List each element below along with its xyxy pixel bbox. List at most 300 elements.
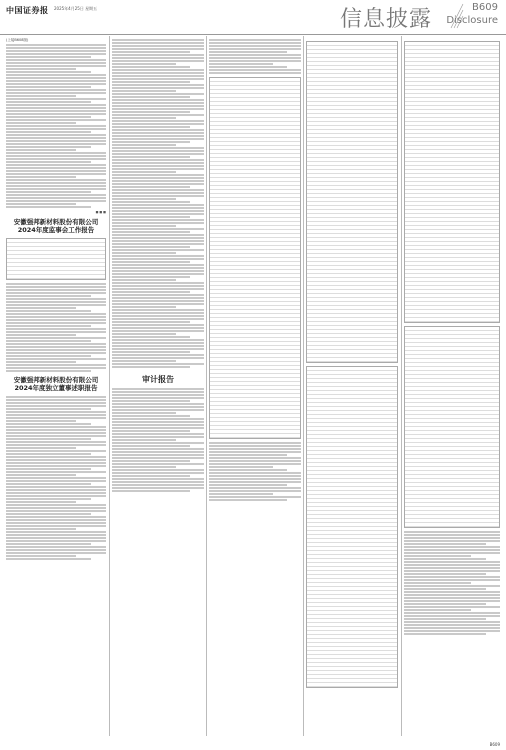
text-line xyxy=(6,164,106,166)
text-line xyxy=(112,195,204,197)
text-line xyxy=(112,222,204,224)
text-line xyxy=(112,427,204,429)
text-line xyxy=(6,286,106,288)
text-line xyxy=(6,206,91,208)
text-line xyxy=(6,125,106,127)
text-line xyxy=(6,507,106,509)
text-line xyxy=(112,327,204,329)
text-line xyxy=(6,510,106,512)
text-line xyxy=(404,561,500,563)
column-divider xyxy=(401,36,402,736)
text-line xyxy=(6,173,106,175)
text-line xyxy=(6,325,91,327)
text-line xyxy=(112,189,204,191)
text-line xyxy=(6,44,106,46)
text-line xyxy=(6,462,106,464)
text-line xyxy=(404,537,500,539)
text-line xyxy=(112,129,204,131)
text-line xyxy=(112,412,176,414)
text-line xyxy=(6,459,106,461)
text-line xyxy=(112,309,204,311)
text-line xyxy=(6,465,106,467)
text-line xyxy=(6,432,106,434)
text-line xyxy=(209,478,301,480)
financial-table xyxy=(306,41,398,363)
text-line xyxy=(6,468,91,470)
text-line xyxy=(209,472,301,474)
text-line xyxy=(112,273,204,275)
text-line xyxy=(6,194,106,196)
text-line xyxy=(209,475,301,477)
text-line xyxy=(112,391,204,393)
text-line xyxy=(112,400,190,402)
text-line xyxy=(209,466,273,468)
text-line xyxy=(112,255,204,257)
page-header xyxy=(0,0,506,35)
text-line xyxy=(404,624,500,626)
text-block xyxy=(6,44,106,208)
text-line xyxy=(6,304,106,306)
text-line xyxy=(404,633,486,635)
text-line xyxy=(209,451,301,453)
text-line xyxy=(112,445,190,447)
text-line xyxy=(6,531,106,533)
text-line xyxy=(6,289,106,291)
text-line xyxy=(112,237,204,239)
text-line xyxy=(112,84,204,86)
text-line xyxy=(6,116,91,118)
text-line xyxy=(6,456,106,458)
text-line xyxy=(6,483,91,485)
text-line xyxy=(209,445,301,447)
text-line xyxy=(6,307,76,309)
text-line xyxy=(404,549,500,551)
text-line xyxy=(112,114,204,116)
text-line xyxy=(6,143,106,145)
text-line xyxy=(112,394,204,396)
text-line xyxy=(404,582,471,584)
text-line xyxy=(6,399,106,401)
text-line xyxy=(209,442,301,444)
text-line xyxy=(209,469,287,471)
text-line xyxy=(6,107,106,109)
text-line xyxy=(6,495,106,497)
text-line xyxy=(112,397,204,399)
text-line xyxy=(6,543,91,545)
text-block xyxy=(112,39,204,368)
text-line xyxy=(6,534,106,536)
text-line xyxy=(112,300,204,302)
text-line xyxy=(209,60,301,62)
text-line xyxy=(112,207,204,209)
financial-table xyxy=(209,77,301,439)
text-line xyxy=(112,487,204,489)
text-line xyxy=(112,180,204,182)
financial-table xyxy=(306,366,398,688)
table-row xyxy=(307,683,397,687)
text-line xyxy=(112,409,204,411)
text-line xyxy=(112,267,204,269)
text-line xyxy=(112,285,204,287)
text-line xyxy=(112,225,176,227)
text-line xyxy=(6,298,106,300)
text-line xyxy=(209,45,301,47)
text-line xyxy=(112,439,176,441)
text-line xyxy=(6,441,106,443)
text-line xyxy=(112,105,204,107)
text-line xyxy=(6,549,106,551)
text-line xyxy=(112,336,190,338)
text-line xyxy=(404,591,500,593)
text-line xyxy=(6,349,106,351)
text-line xyxy=(6,200,106,202)
text-line xyxy=(112,324,204,326)
text-line xyxy=(112,108,204,110)
page-footer xyxy=(0,742,506,750)
table-row xyxy=(405,523,499,527)
text-line xyxy=(404,576,500,578)
text-line xyxy=(112,294,204,296)
text-line xyxy=(209,454,287,456)
text-line xyxy=(112,354,204,356)
text-line xyxy=(404,612,500,614)
column-1 xyxy=(6,38,106,561)
text-line xyxy=(6,128,106,130)
text-line xyxy=(6,474,76,476)
text-line xyxy=(6,113,106,115)
text-line xyxy=(6,176,76,178)
text-line xyxy=(404,564,500,566)
page-number: B609 xyxy=(472,2,498,13)
text-line xyxy=(112,475,190,477)
text-line xyxy=(6,558,91,560)
text-line xyxy=(6,450,106,452)
text-line xyxy=(6,197,106,199)
text-line xyxy=(6,65,106,67)
text-line xyxy=(112,478,204,480)
text-line xyxy=(209,66,287,68)
text-line xyxy=(404,534,500,536)
text-line xyxy=(112,415,190,417)
text-line xyxy=(6,89,106,91)
text-line xyxy=(112,39,204,41)
text-line xyxy=(112,102,204,104)
text-line xyxy=(209,487,301,489)
text-line xyxy=(6,146,91,148)
text-line xyxy=(6,119,106,121)
text-line xyxy=(6,104,106,106)
text-line xyxy=(6,364,106,366)
text-line xyxy=(112,201,190,203)
text-line xyxy=(6,340,91,342)
text-line xyxy=(404,531,500,533)
notice1-title: 安徽强邦新材料股份有限公司 2024年度监事会工作报告 xyxy=(13,218,99,234)
text-line xyxy=(112,406,204,408)
text-line xyxy=(6,477,106,479)
text-line xyxy=(112,135,204,137)
audit-report-title: 审计报告 xyxy=(142,375,174,384)
text-line xyxy=(112,63,176,65)
text-line xyxy=(112,330,204,332)
text-block xyxy=(209,442,301,501)
column-2 xyxy=(112,38,204,493)
text-line xyxy=(209,460,301,462)
text-line xyxy=(209,57,301,59)
text-line xyxy=(6,328,106,330)
text-line xyxy=(6,322,106,324)
text-line xyxy=(6,188,106,190)
text-line xyxy=(112,363,204,365)
text-line xyxy=(112,111,190,113)
continuation-label: (上接B608版) xyxy=(6,38,29,42)
text-line xyxy=(209,42,301,44)
text-line xyxy=(6,346,106,348)
text-line xyxy=(112,123,204,125)
text-line xyxy=(112,315,204,317)
text-line xyxy=(209,457,301,459)
text-line xyxy=(112,430,190,432)
text-line xyxy=(112,481,204,483)
text-line xyxy=(112,144,176,146)
text-line xyxy=(404,609,471,611)
text-line xyxy=(404,585,500,587)
text-line xyxy=(112,264,204,266)
text-block xyxy=(404,531,500,635)
text-line xyxy=(6,405,106,407)
text-line xyxy=(6,295,91,297)
text-line xyxy=(404,618,486,620)
text-line xyxy=(112,276,190,278)
text-line xyxy=(112,72,204,74)
text-line xyxy=(6,53,106,55)
text-line xyxy=(209,493,273,495)
text-line xyxy=(6,337,106,339)
text-line xyxy=(6,137,106,139)
text-line xyxy=(112,454,204,456)
text-line xyxy=(6,492,106,494)
text-line xyxy=(112,472,204,474)
text-line xyxy=(6,358,106,360)
text-line xyxy=(112,388,204,390)
text-line xyxy=(6,98,106,100)
text-line xyxy=(404,606,500,608)
text-line xyxy=(112,418,204,420)
text-line xyxy=(112,48,204,50)
text-line xyxy=(112,216,190,218)
text-line xyxy=(6,444,106,446)
text-line xyxy=(6,355,91,357)
text-line xyxy=(112,460,190,462)
text-line xyxy=(6,343,106,345)
text-line xyxy=(112,204,204,206)
text-line xyxy=(112,54,204,56)
text-line xyxy=(6,319,106,321)
text-line xyxy=(112,42,204,44)
text-line xyxy=(6,74,106,76)
text-line xyxy=(404,627,500,629)
text-line xyxy=(209,463,301,465)
text-line xyxy=(6,167,106,169)
column-5 xyxy=(404,38,500,636)
text-line xyxy=(112,87,204,89)
text-line xyxy=(6,411,106,413)
text-line xyxy=(6,71,91,73)
text-line xyxy=(6,158,106,160)
text-line xyxy=(6,513,91,515)
text-line xyxy=(6,480,106,482)
text-line xyxy=(404,567,500,569)
text-line xyxy=(404,621,500,623)
text-line xyxy=(112,159,204,161)
text-line xyxy=(6,179,106,181)
text-block xyxy=(112,388,204,492)
text-line xyxy=(112,78,204,80)
text-line xyxy=(209,51,287,53)
text-line xyxy=(112,210,204,212)
text-line xyxy=(112,51,190,53)
text-line xyxy=(112,243,204,245)
text-line xyxy=(112,345,204,347)
text-line xyxy=(112,171,176,173)
text-block xyxy=(6,283,106,372)
table-row xyxy=(307,358,397,362)
text-line xyxy=(112,306,176,308)
text-line xyxy=(112,403,204,405)
text-line xyxy=(112,421,204,423)
text-line xyxy=(209,69,301,71)
text-line xyxy=(112,228,204,230)
text-line xyxy=(209,499,287,501)
text-line xyxy=(209,484,287,486)
text-line xyxy=(112,246,190,248)
text-line xyxy=(6,182,106,184)
text-line xyxy=(404,570,500,572)
text-line xyxy=(404,594,500,596)
text-line xyxy=(209,54,301,56)
text-line xyxy=(112,303,204,305)
text-line xyxy=(6,149,76,151)
text-line xyxy=(6,292,106,294)
text-line xyxy=(6,546,106,548)
text-line xyxy=(6,498,91,500)
text-line xyxy=(112,156,190,158)
text-line xyxy=(112,279,176,281)
text-line xyxy=(112,291,190,293)
text-line xyxy=(6,316,106,318)
text-line xyxy=(6,59,106,61)
text-line xyxy=(112,312,204,314)
text-line xyxy=(112,366,190,368)
text-line xyxy=(6,110,106,112)
text-line xyxy=(112,288,204,290)
text-line xyxy=(112,117,176,119)
text-line xyxy=(6,414,106,416)
text-line xyxy=(112,463,204,465)
text-line xyxy=(6,408,91,410)
text-line xyxy=(112,282,204,284)
text-line xyxy=(6,83,106,85)
text-line xyxy=(6,334,76,336)
text-line xyxy=(6,191,91,193)
column-divider xyxy=(109,36,110,736)
text-line xyxy=(6,516,106,518)
table-row xyxy=(210,434,300,438)
text-line xyxy=(6,50,106,52)
text-line xyxy=(112,165,204,167)
text-line xyxy=(112,219,204,221)
text-line xyxy=(6,552,106,554)
text-line xyxy=(112,183,204,185)
text-line xyxy=(112,342,204,344)
notice2-title: 安徽强邦新材料股份有限公司 2024年度独立董事述职报告 xyxy=(13,376,99,392)
column-divider xyxy=(206,36,207,736)
text-line xyxy=(404,615,500,617)
text-line xyxy=(112,177,204,179)
text-line xyxy=(209,39,301,41)
footer-page-number: B609 xyxy=(489,742,500,747)
text-line xyxy=(209,481,301,483)
text-line xyxy=(6,361,76,363)
text-line xyxy=(6,471,106,473)
text-line xyxy=(404,603,486,605)
text-line xyxy=(6,504,106,506)
text-line xyxy=(6,528,76,530)
text-line xyxy=(6,423,91,425)
text-line xyxy=(112,321,190,323)
text-line xyxy=(112,297,204,299)
masthead: 中国证券报 xyxy=(6,5,49,15)
text-line xyxy=(6,56,91,58)
text-line xyxy=(6,519,106,521)
text-line xyxy=(6,537,106,539)
text-line xyxy=(6,420,76,422)
text-line xyxy=(6,453,91,455)
text-line xyxy=(6,352,106,354)
text-line xyxy=(112,138,204,140)
text-line xyxy=(404,555,471,557)
text-line xyxy=(6,131,91,133)
text-line xyxy=(6,435,106,437)
text-line xyxy=(6,203,76,205)
text-line xyxy=(209,496,301,498)
text-line xyxy=(112,93,204,95)
text-line xyxy=(112,451,204,453)
text-line xyxy=(112,198,176,200)
text-line xyxy=(112,45,204,47)
text-line xyxy=(6,426,106,428)
text-line xyxy=(404,597,500,599)
text-line xyxy=(6,77,106,79)
text-line xyxy=(112,147,204,149)
text-line xyxy=(209,448,301,450)
text-line xyxy=(6,429,106,431)
text-line xyxy=(404,573,486,575)
text-line xyxy=(6,62,106,64)
text-line xyxy=(404,546,500,548)
text-line xyxy=(112,168,204,170)
text-line xyxy=(6,68,76,70)
text-line xyxy=(404,588,486,590)
text-line xyxy=(112,436,204,438)
text-line xyxy=(6,555,76,557)
text-line xyxy=(112,348,204,350)
text-line xyxy=(6,447,76,449)
text-line xyxy=(112,466,176,468)
text-line xyxy=(112,150,204,152)
text-block xyxy=(6,396,106,560)
text-line xyxy=(112,66,190,68)
text-line xyxy=(112,270,204,272)
